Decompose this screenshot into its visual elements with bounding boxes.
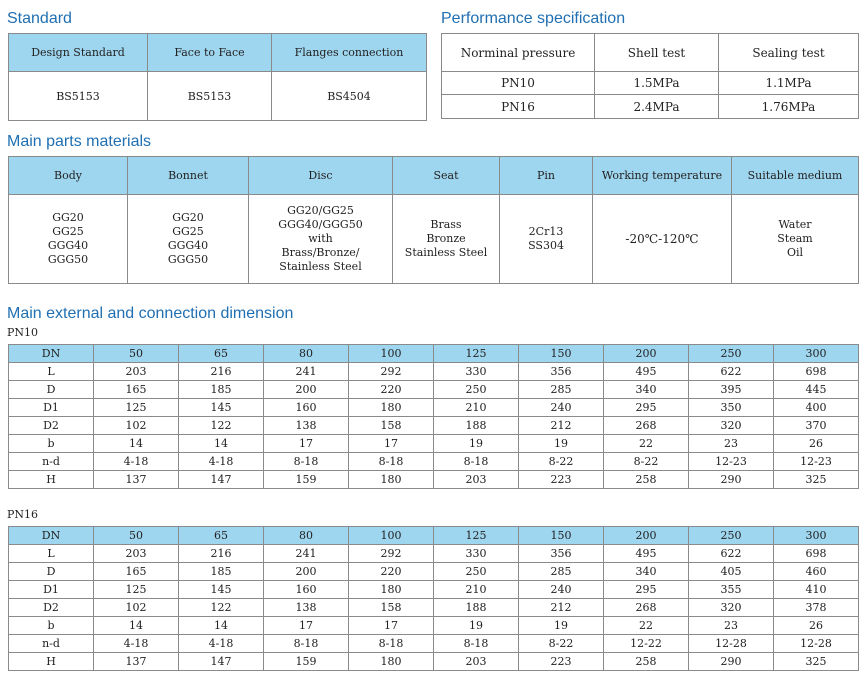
dimension-header-row [9,527,859,545]
material-line: SS304 [528,239,564,252]
dimension-cell: 300 [774,527,859,545]
dimension-cell: 292 [349,545,434,563]
dimension-cell: 4-18 [94,635,179,653]
dimension-row-label: DN [9,345,94,363]
dimension-cell: 80 [264,345,349,363]
dimension-cell: 125 [94,399,179,417]
dimension-cell: 19 [519,435,604,453]
dimension-cell: 240 [519,399,604,417]
pn16-label: PN16 [7,508,39,521]
dimension-cell: 100 [349,527,434,545]
materials-cell-disc [249,195,393,284]
material-line: Stainless Steel [404,246,488,259]
materials-header: Seat [393,157,500,195]
dimension-cell: 220 [349,563,434,581]
dimension-cell: 203 [94,545,179,563]
dimension-cell: 147 [179,653,264,671]
material-line: Brass/Bronze/ [281,246,360,259]
dimension-cell: 165 [94,563,179,581]
material-line: GGG50 [47,253,89,266]
materials-header: Pin [500,157,593,195]
materials-header: Working temperature [593,157,732,195]
dimension-cell: 445 [774,381,859,399]
dimension-cell: 203 [434,471,519,489]
dimension-cell: 285 [519,381,604,399]
materials-header: Body [9,157,128,195]
dimension-cell: 145 [179,399,264,417]
dimension-cell: 122 [179,417,264,435]
material-line: GG25 [52,225,84,238]
material-line: with [308,232,333,245]
dimension-cell: 180 [349,581,434,599]
dimension-cell: 8-18 [349,453,434,471]
dimension-cell: 80 [264,527,349,545]
dimension-cell: 50 [94,345,179,363]
dimension-row [9,435,859,453]
standard-title: Standard [7,10,72,27]
dimension-cell: 22 [604,435,689,453]
dimension-cell: 340 [604,563,689,581]
dimension-cell: 23 [689,435,774,453]
dimension-cell: 258 [604,471,689,489]
dimension-cell: 356 [519,545,604,563]
dimension-cell: 4-18 [94,453,179,471]
dimension-cell: 370 [774,417,859,435]
dimension-cell: 14 [94,617,179,635]
dimension-cell: 200 [264,381,349,399]
dimension-cell: 212 [519,417,604,435]
dimension-cell: 160 [264,581,349,599]
dimension-cell: 102 [94,599,179,617]
dimension-cell: 17 [349,435,434,453]
dimension-row [9,617,859,635]
dimension-row [9,381,859,399]
dimension-cell: 12-23 [774,453,859,471]
dimension-cell: 138 [264,599,349,617]
dimension-cell: 241 [264,363,349,381]
dimension-cell: 125 [434,527,519,545]
dimension-cell: 138 [264,417,349,435]
dimension-cell: 188 [434,599,519,617]
performance-header: Sealing test [719,34,859,72]
dimension-cell: 300 [774,345,859,363]
standard-value: BS5153 [9,72,148,121]
dimension-cell: 12-28 [774,635,859,653]
dimension-cell: 250 [689,527,774,545]
dimension-cell: 137 [94,471,179,489]
pn16-dimension-table [8,526,859,671]
dimension-cell: 188 [434,417,519,435]
dimension-cell: 223 [519,653,604,671]
dimension-cell: 355 [689,581,774,599]
dimension-cell: 102 [94,417,179,435]
material-line: Stainless Steel [279,260,362,273]
dimension-cell: 26 [774,617,859,635]
dimension-row-label: n-d [9,635,94,653]
dimension-cell: 325 [774,471,859,489]
materials-header: Bonnet [128,157,249,195]
dimension-cell: 8-18 [434,453,519,471]
dimension-cell: 325 [774,653,859,671]
material-line: Steam [777,232,813,245]
dimension-cell: 258 [604,653,689,671]
dimension-cell: 12-22 [604,635,689,653]
dimension-cell: 8-18 [264,635,349,653]
dimension-row [9,635,859,653]
materials-header: Disc [249,157,393,195]
dimension-cell: 622 [689,363,774,381]
dimension-cell: 495 [604,363,689,381]
dimension-cell: 340 [604,381,689,399]
dimension-cell: 19 [519,617,604,635]
standard-header: Face to Face [148,34,272,72]
dimension-cell: 356 [519,363,604,381]
materials-cell-medium [732,195,859,284]
dimension-cell: 8-18 [434,635,519,653]
dimension-cell: 165 [94,381,179,399]
dimension-cell: 137 [94,653,179,671]
dimension-row [9,453,859,471]
dimension-cell: 125 [434,345,519,363]
dimension-cell: 159 [264,471,349,489]
dimension-cell: 8-22 [519,635,604,653]
performance-cell: 1.5MPa [595,72,719,95]
dimension-row-label: DN [9,527,94,545]
dimension-cell: 220 [349,381,434,399]
dimension-cell: 320 [689,417,774,435]
pn10-label: PN10 [7,326,39,339]
standard-header: Design Standard [9,34,148,72]
materials-table [8,156,859,284]
dimension-cell: 180 [349,399,434,417]
dimension-cell: 295 [604,399,689,417]
dimension-cell: 122 [179,599,264,617]
dimension-cell: 12-28 [689,635,774,653]
dimension-cell: 405 [689,563,774,581]
dimension-cell: 8-22 [604,453,689,471]
dimension-cell: 147 [179,471,264,489]
performance-cell: 1.76MPa [719,95,859,119]
standard-value: BS4504 [272,72,427,121]
dimension-row-label: n-d [9,453,94,471]
dimension-cell: 203 [94,363,179,381]
materials-cell-seat [393,195,500,284]
materials-title: Main parts materials [7,133,152,150]
dimension-cell: 19 [434,435,519,453]
performance-table [441,33,859,119]
performance-title: Performance specification [441,10,626,27]
material-line: Water [778,218,812,231]
dimension-row-label: D [9,563,94,581]
dimension-cell: 4-18 [179,453,264,471]
dimension-cell: 125 [94,581,179,599]
dimension-cell: 268 [604,417,689,435]
dimension-cell: 210 [434,581,519,599]
dimension-cell: 17 [349,617,434,635]
dimension-row-label: H [9,653,94,671]
dimension-cell: 250 [434,381,519,399]
dimension-cell: 158 [349,417,434,435]
dimension-cell: 200 [264,563,349,581]
performance-header: Shell test [595,34,719,72]
dimension-cell: 460 [774,563,859,581]
material-line: GGG40/GGG50 [278,218,363,231]
dimension-cell: 8-22 [519,453,604,471]
dimension-cell: 12-23 [689,453,774,471]
dimension-row [9,399,859,417]
dimension-cell: 212 [519,599,604,617]
dimension-row-label: L [9,363,94,381]
dimension-cell: 185 [179,381,264,399]
dimension-cell: 158 [349,599,434,617]
dimension-cell: 622 [689,545,774,563]
dimension-cell: 216 [179,545,264,563]
dimension-cell: 150 [519,345,604,363]
dimension-cell: 295 [604,581,689,599]
pn10-dimension-table [8,344,859,489]
dimensions-title: Main external and connection dimension [7,305,294,322]
dimension-cell: 185 [179,563,264,581]
dimension-row-label: D2 [9,599,94,617]
dimension-cell: 17 [264,617,349,635]
material-line: GGG40 [47,239,89,252]
materials-cell-pin [500,195,593,284]
dimension-cell: 378 [774,599,859,617]
dimension-cell: 17 [264,435,349,453]
dimension-cell: 180 [349,653,434,671]
dimension-cell: 50 [94,527,179,545]
dimension-row-label: D1 [9,581,94,599]
dimension-cell: 23 [689,617,774,635]
materials-cell-body [9,195,128,284]
dimension-cell: 14 [94,435,179,453]
dimension-cell: 200 [604,527,689,545]
dimension-row [9,599,859,617]
dimension-row-label: b [9,617,94,635]
standard-table [8,33,427,121]
dimension-cell: 240 [519,581,604,599]
dimension-cell: 4-18 [179,635,264,653]
performance-cell: PN16 [442,95,595,119]
standard-value: BS5153 [148,72,272,121]
dimension-cell: 395 [689,381,774,399]
dimension-cell: 203 [434,653,519,671]
material-line: GGG50 [167,253,209,266]
dimension-cell: 65 [179,345,264,363]
material-line: GGG40 [167,239,209,252]
dimension-cell: 223 [519,471,604,489]
dimension-cell: 8-18 [264,453,349,471]
dimension-row-label: b [9,435,94,453]
dimension-cell: 698 [774,545,859,563]
material-line: GG20/GG25 [287,204,354,217]
materials-cell-temperature [593,195,732,284]
material-line: GG20 [52,211,84,224]
performance-cell: 2.4MPa [595,95,719,119]
dimension-cell: 8-18 [349,635,434,653]
dimension-cell: 26 [774,435,859,453]
dimension-cell: 250 [689,345,774,363]
dimension-row-label: D1 [9,399,94,417]
dimension-cell: 495 [604,545,689,563]
dimension-cell: 320 [689,599,774,617]
dimension-row [9,581,859,599]
dimension-row [9,653,859,671]
dimension-cell: 250 [434,563,519,581]
dimension-cell: 150 [519,527,604,545]
dimension-cell: 268 [604,599,689,617]
dimension-cell: 292 [349,363,434,381]
dimension-row-label: D2 [9,417,94,435]
dimension-row [9,471,859,489]
dimension-cell: 290 [689,653,774,671]
dimension-cell: 350 [689,399,774,417]
dimension-row [9,545,859,563]
material-line: Bronze [426,232,466,245]
dimension-cell: 200 [604,345,689,363]
materials-cell-bonnet [128,195,249,284]
dimension-row [9,563,859,581]
material-line: Brass [430,218,462,231]
dimension-cell: 19 [434,617,519,635]
dimension-header-row [9,345,859,363]
performance-header: Norminal pressure [442,34,595,72]
dimension-cell: 410 [774,581,859,599]
dimension-cell: 698 [774,363,859,381]
dimension-cell: 285 [519,563,604,581]
dimension-row [9,363,859,381]
standard-header: Flanges connection [272,34,427,72]
performance-cell: PN10 [442,72,595,95]
dimension-cell: 180 [349,471,434,489]
dimension-cell: 160 [264,399,349,417]
dimension-cell: 330 [434,545,519,563]
materials-header: Suitable medium [732,157,859,195]
material-line: Oil [786,246,804,259]
dimension-cell: 100 [349,345,434,363]
dimension-row [9,417,859,435]
dimension-cell: 290 [689,471,774,489]
dimension-row-label: L [9,545,94,563]
dimension-cell: 210 [434,399,519,417]
material-line: GG25 [172,225,204,238]
performance-cell: 1.1MPa [719,72,859,95]
dimension-row-label: D [9,381,94,399]
material-line: GG20 [172,211,204,224]
dimension-cell: 159 [264,653,349,671]
dimension-cell: 216 [179,363,264,381]
dimension-cell: 145 [179,581,264,599]
dimension-cell: 22 [604,617,689,635]
dimension-cell: 14 [179,435,264,453]
dimension-cell: 241 [264,545,349,563]
material-line: -20℃-120℃ [625,232,699,246]
dimension-cell: 65 [179,527,264,545]
dimension-row-label: H [9,471,94,489]
dimension-cell: 400 [774,399,859,417]
material-line: 2Cr13 [528,225,564,238]
dimension-cell: 14 [179,617,264,635]
dimension-cell: 330 [434,363,519,381]
